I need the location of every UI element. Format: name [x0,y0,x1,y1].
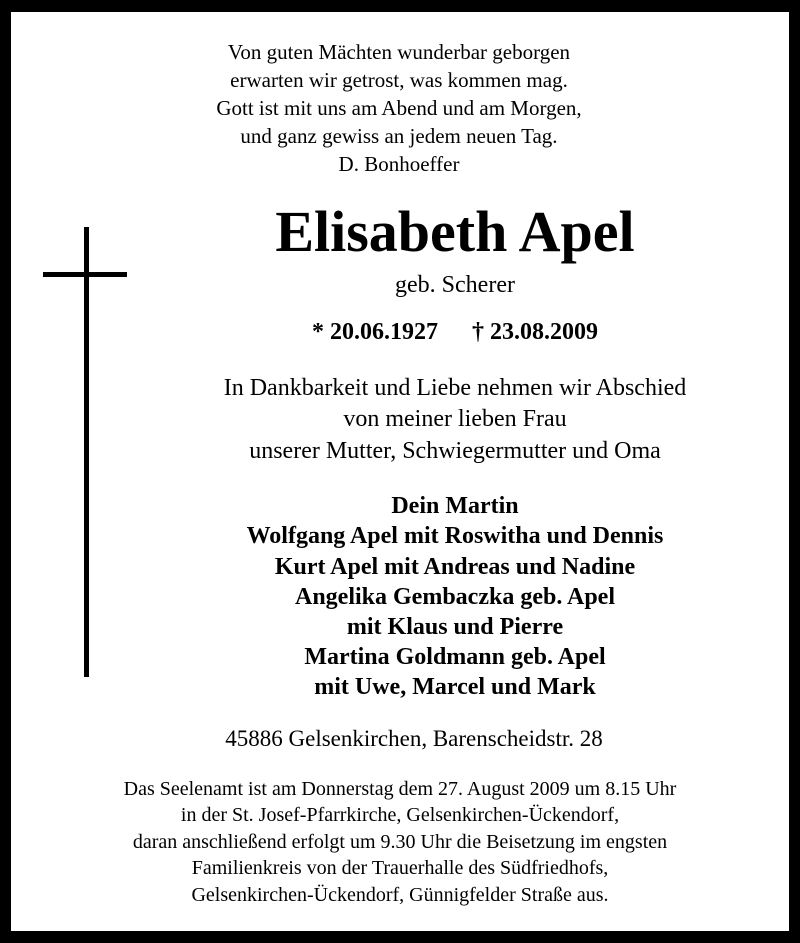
thanks-line-2: von meiner lieben Frau [343,406,567,432]
thanks-line-1: In Dankbarkeit und Liebe nehmen wir Abschied [223,375,687,401]
deceased-name: Elisabeth Apel [275,199,635,264]
thanks-line-3: unserer Mutter, Schwiegermutter und Oma [249,438,661,464]
poem-line-4: und ganz gewiss an jedem neuen Tag. [240,124,558,148]
family-line-7: mit Uwe, Marcel und Mark [314,674,596,700]
family-line-3: Kurt Apel mit Andreas und Nadine [274,554,636,580]
family-line-4: Angelika Gembaczka geb. Apel [294,584,615,610]
family-line-2: Wolfgang Apel mit Roswitha und Dennis [246,523,664,549]
service-line-2: in der St. Josef-Pfarrkirche, Gelsenkirchen-Ückendorf, [180,804,620,826]
poem-author: D. Bonhoeffer [338,152,460,176]
service-line-4: Familienkreis von der Trauerhalle des Südfriedhofs, [191,857,609,879]
poem-line-3: Gott ist mit uns am Abend und am Morgen, [216,96,582,120]
service-line-1: Das Seelenamt ist am Donnerstag dem 27. August 2009 um 8.15 Uhr [123,778,677,800]
death-date: † 23.08.2009 [472,319,598,345]
poem-line-1: Von guten Mächten wunderbar geborgen [227,40,571,64]
birth-date: * 20.06.1927 [312,319,438,345]
obituary-notice [11,12,789,931]
address: 45886 Gelsenkirchen, Barenscheidstr. 28 [225,726,603,751]
family-line-5: mit Klaus und Pierre [346,614,564,640]
life-dates [54,316,800,348]
service-line-3: daran anschließend erfolgt um 9.30 Uhr die Beisetzung im engsten [132,831,668,853]
family-line-1: Dein Martin [391,493,519,519]
poem-line-2: erwarten wir getrost, was kommen mag. [230,68,568,92]
maiden-name: geb. Scherer [395,272,515,298]
family-line-6: Martina Goldmann geb. Apel [304,644,606,670]
service-line-5: Gelsenkirchen-Ückendorf, Günnigfelder Straße aus. [191,884,609,906]
